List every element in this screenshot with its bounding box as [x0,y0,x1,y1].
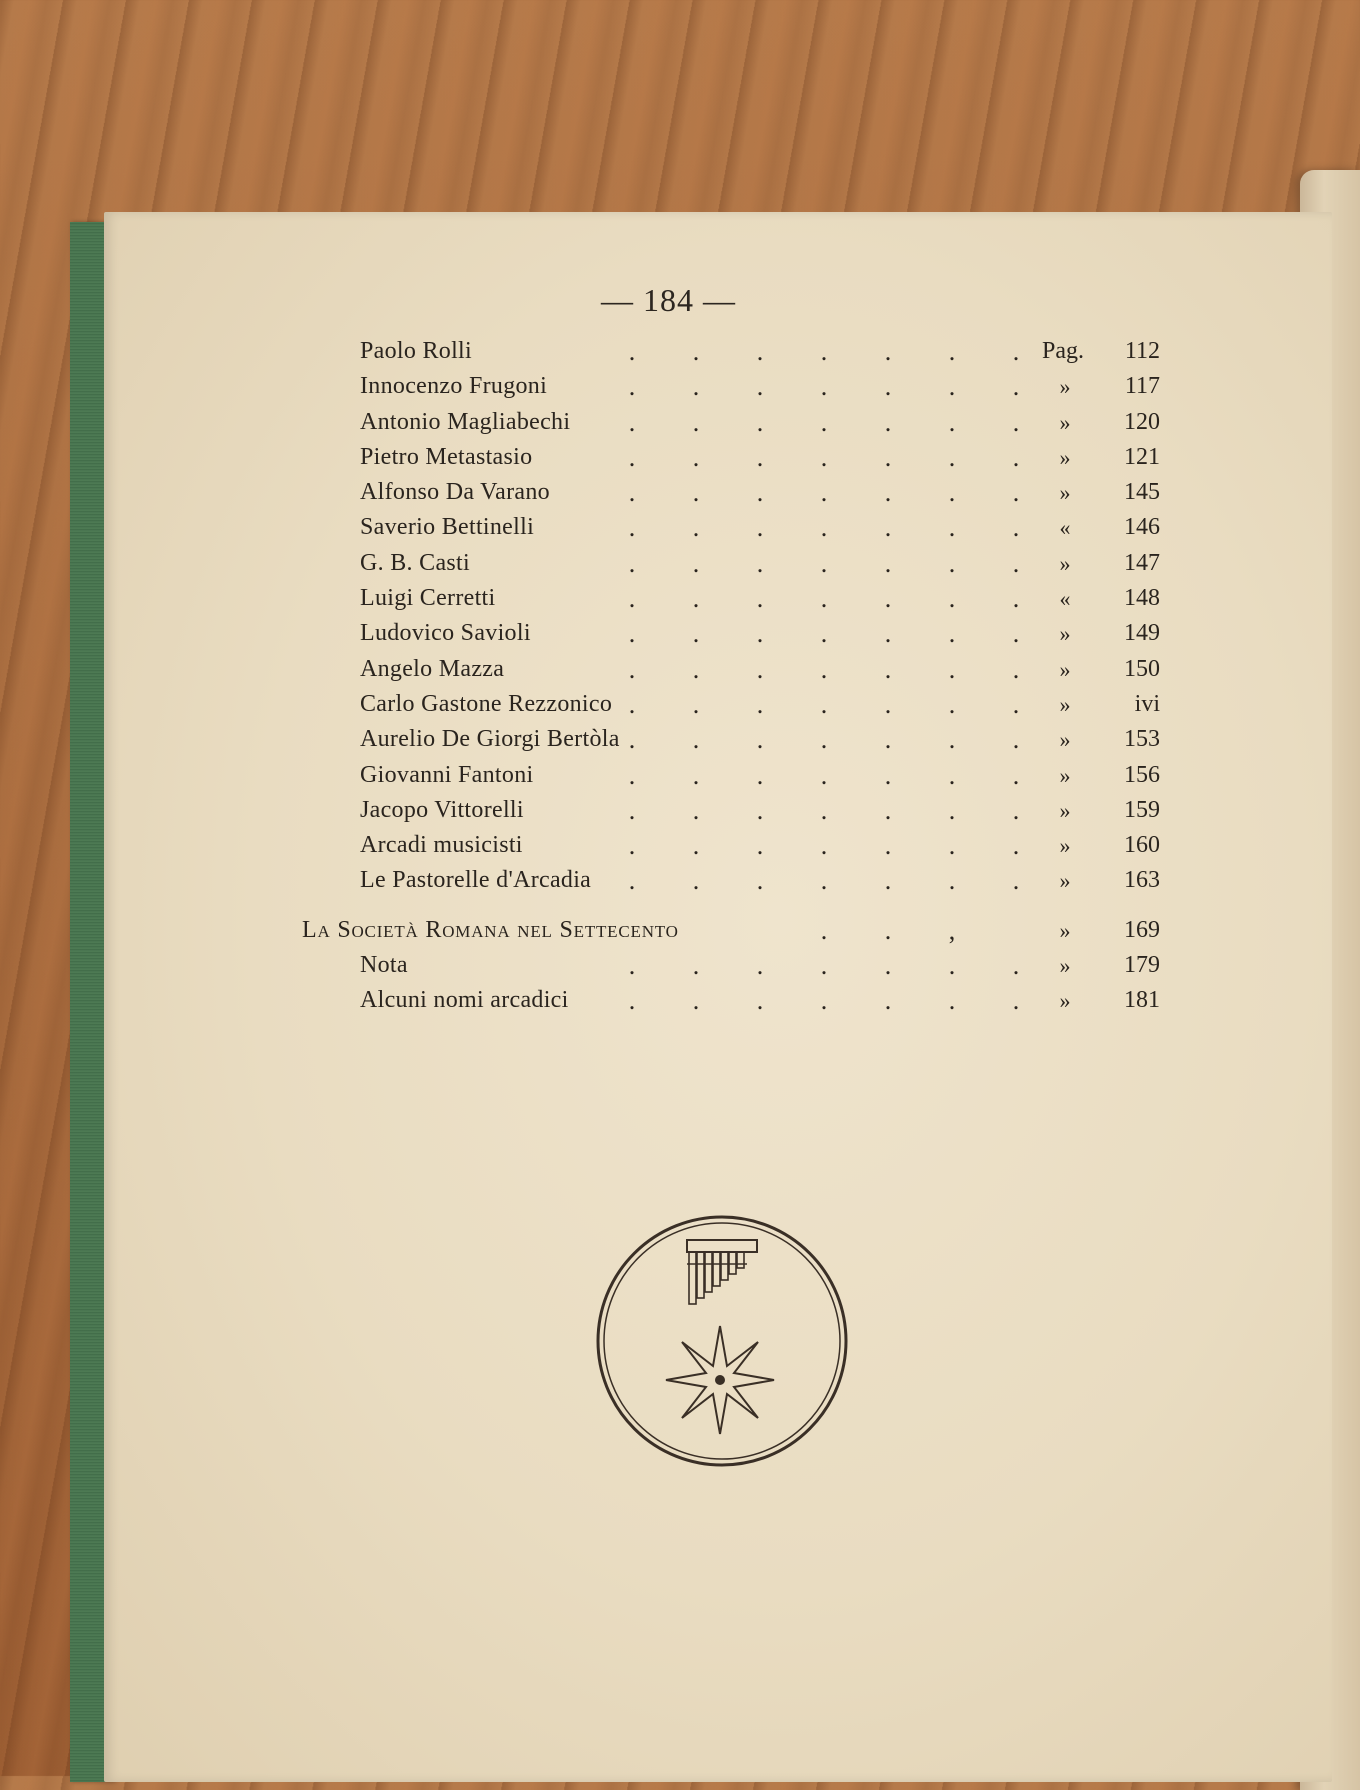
toc-entry-title: Aurelio De Giorgi Bertòla [360,726,620,753]
toc-entry-title: Nota [360,952,408,979]
toc-page-number: ivi [1134,690,1160,717]
toc-entry-title: Luigi Cerretti [360,585,496,612]
toc-entry [300,616,1160,651]
toc-entry-title: Alfonso Da Varano [360,479,550,506]
toc-page-number: 169 [1124,916,1160,943]
toc-page-number: 146 [1124,514,1160,541]
toc-page-number: 159 [1124,796,1160,823]
dot-leader: . . . . . . . [628,478,1020,508]
toc-ditto-mark: » [1059,953,1071,979]
toc-ditto-mark: » [1059,988,1071,1014]
dot-leader: . . , [820,915,956,945]
toc-ditto-mark: » [1059,409,1071,435]
toc-entry-title: Le Pastorelle d'Arcadia [360,867,592,894]
toc-entry [300,581,1160,616]
toc-page-number: 147 [1124,549,1160,576]
dot-leader: . . . . . . . [628,548,1020,578]
toc-ditto-mark: « [1059,586,1071,612]
toc-ditto-mark: » [1059,550,1071,576]
dot-leader: . . . . . . . [628,951,1020,981]
toc-page-number: 163 [1124,867,1160,894]
toc-section-row [300,913,1160,948]
toc-entry-title: Saverio Bettinelli [360,514,535,541]
toc-entry [300,369,1160,404]
toc-ditto-mark: » [1059,833,1071,859]
dot-leader: . . . . . . . [628,372,1020,402]
toc-page-number: 156 [1124,761,1160,788]
toc-page-number: 149 [1124,620,1160,647]
toc-page-number: 121 [1124,443,1160,470]
toc-entry [300,793,1160,828]
toc-ditto-mark: » [1059,762,1071,788]
toc-page-number: 148 [1124,585,1160,612]
toc-ditto-mark: » [1059,480,1071,506]
toc-entry-title: Paolo Rolli [360,338,472,364]
toc-entry [300,687,1160,722]
toc-entry-list [300,334,1160,899]
toc-entry-title: Ludovico Savioli [360,620,531,647]
toc-entry [300,510,1160,545]
toc-entry-title: Jacopo Vittorelli [360,796,524,823]
toc-page-number: 150 [1124,655,1160,682]
dot-leader: . . . . . . . [628,337,1020,366]
toc-page-number: 181 [1124,987,1160,1014]
toc-ditto-mark: » [1059,621,1071,647]
toc-entry-title: Angelo Mazza [360,655,505,682]
toc-entry-title: Arcadi musicisti [360,832,523,859]
dot-leader: . . . . . . . [628,986,1020,1016]
toc-appendix-list [300,948,1160,1019]
toc-ditto-mark: » [1059,374,1071,400]
toc-page-number: 153 [1124,726,1160,753]
dot-leader: . . . . . . . [628,619,1020,649]
toc-entry [300,652,1160,687]
toc-ditto-mark: » [1059,917,1071,943]
toc-ditto-mark: » [1059,656,1071,682]
toc-ditto-mark: » [1059,797,1071,823]
toc-ditto-mark: » [1059,691,1071,717]
toc-entry [300,546,1160,581]
page-number: — 184 — [601,282,736,318]
toc-entry-title: Giovanni Fantoni [360,761,534,788]
toc-entry-title: Carlo Gastone Rezzonico [360,690,613,717]
toc-entry-title: Innocenzo Frugoni [360,373,548,400]
toc-page-number: 120 [1124,408,1160,435]
toc-entry [300,758,1160,793]
toc-entry-title: G. B. Casti [360,549,470,576]
dot-leader: . . . . . . . [628,689,1020,719]
dot-leader: . . . . . . . [628,795,1020,825]
eight-pointed-star-icon [666,1326,774,1434]
toc-entry [300,440,1160,475]
toc-entry [300,722,1160,757]
arcadian-emblem [592,1212,852,1470]
toc-ditto-mark: « [1059,515,1071,541]
toc-entry [300,828,1160,863]
dot-leader: . . . . . . . [628,866,1020,896]
pan-pipes-icon [687,1240,757,1304]
toc-entry [300,405,1160,440]
toc-entry-title: Alcuni nomi arcadici [360,987,569,1014]
toc-entry-title: Pietro Metastasio [360,443,533,470]
toc-page-number: 160 [1124,832,1160,859]
toc-page-number: 179 [1124,952,1160,979]
dot-leader: . . . . . . . [628,407,1020,437]
dot-leader: . . . . . . . [628,760,1020,790]
toc-page-prefix: Pag. [1042,338,1084,364]
toc-page-number: 112 [1124,338,1160,364]
dot-leader: . . . . . . . [628,513,1020,543]
toc-entry [300,475,1160,510]
dot-leader: . . . . . . . [628,584,1020,614]
toc-page-number: 117 [1124,373,1160,400]
toc-section-title: La Società Romana nel Settecento [302,916,679,943]
dot-leader: . . . . . . . [628,442,1020,472]
table-of-contents [300,334,1160,1019]
toc-ditto-mark: » [1059,727,1071,753]
toc-ditto-mark: » [1059,868,1071,894]
toc-entry [300,334,1160,369]
toc-entry [300,863,1160,898]
toc-entry-title: Antonio Magliabechi [360,408,571,435]
toc-entry [300,983,1160,1018]
toc-page-number: 145 [1124,479,1160,506]
dot-leader: . . . . . . . [628,654,1020,684]
dot-leader: . . . . . . . [628,725,1020,755]
toc-ditto-mark: » [1059,444,1071,470]
dot-leader: . . . . . . . [628,831,1020,861]
toc-entry [300,948,1160,983]
